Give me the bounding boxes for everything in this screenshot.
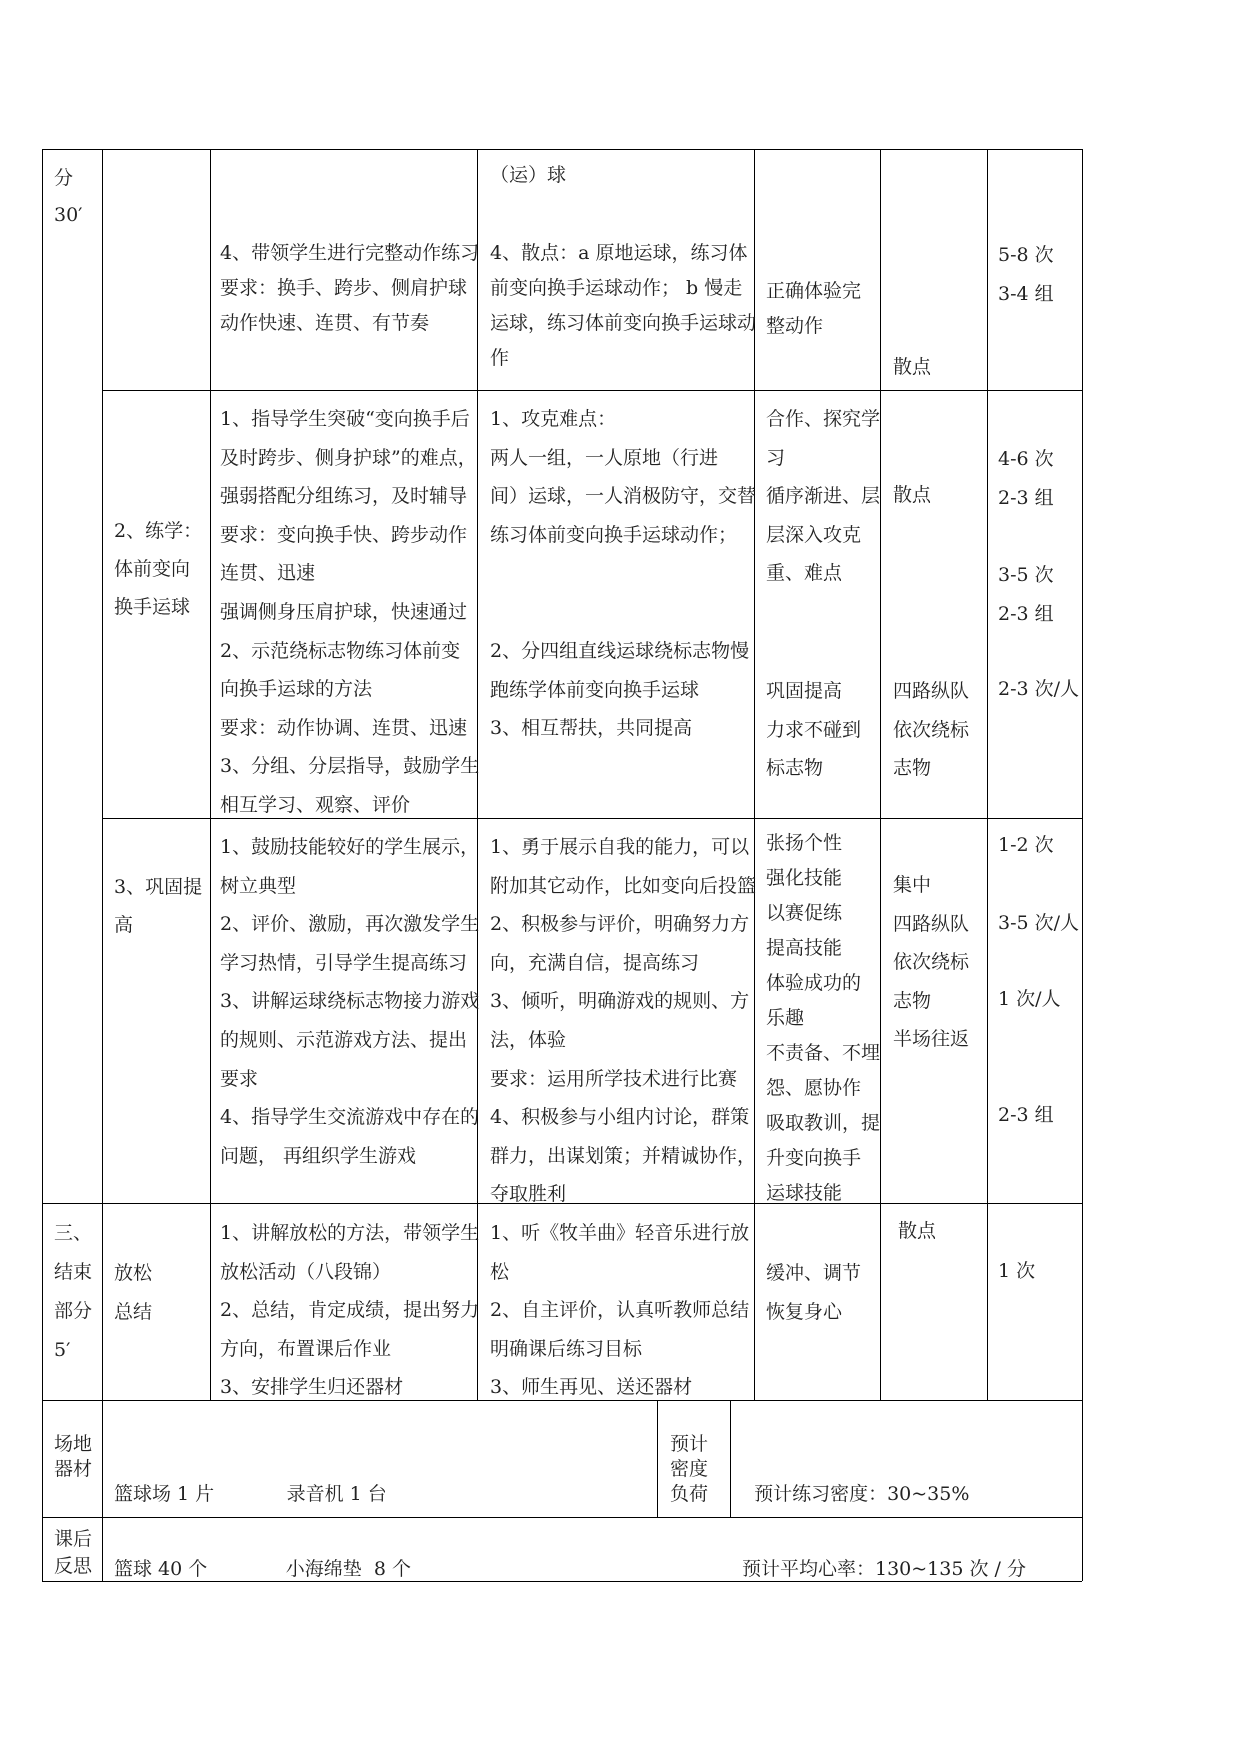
column-divider <box>102 149 103 1581</box>
formation-consolidate: 集中 四路纵队 依次绕标 志物 半场往返 <box>893 874 970 1051</box>
column-divider <box>730 1400 731 1517</box>
formation-practice-b: 四路纵队 依次绕标 志物 <box>893 680 970 780</box>
student-activity-closing: 1、听《牧羊曲》轻音乐进行放 松 2、自主评价，认真听教师总结 明确课后练习目标 3、师生再见、送还器材 <box>490 1222 750 1399</box>
table-border-right <box>1082 149 1083 1581</box>
load-practice-b: 3-5 次 2-3 组 <box>998 564 1054 625</box>
intent-practice-b: 巩固提高 力求不碰到 标志物 <box>766 680 862 780</box>
stage-cell: 分 30′ <box>54 167 83 226</box>
teacher-activity-drill4: 4、带领学生进行完整动作练习 要求：换手、跨步、侧肩护球 动作快速、连贯、有节奏 <box>220 242 480 334</box>
sub-stage-closing: 放松 总结 <box>114 1262 153 1323</box>
load-practice-a: 4-6 次 2-3 组 <box>998 448 1054 509</box>
intent-consolidate: 张扬个性 强化技能 以赛促练 提高技能 体验成功的 乐趣 不责备、不埋 怨、愿协作 吸取教训，提 升变向换手 运球技能 <box>766 832 881 1204</box>
load-consolidate-d: 2-3 组 <box>998 1104 1054 1126</box>
load-consolidate-a: 1-2 次 <box>998 834 1054 856</box>
student-activity-drill4: 4、散点：a 原地运球，练习体 前变向换手运球动作； b 慢走 运球，练习体前变向换手运球动 作 <box>490 242 757 369</box>
intent-practice-a: 合作、探究学 习 循序渐进、层 层深入攻克 重、难点 <box>766 408 881 585</box>
sub-stage-practice: 2、练学： 体前变向 换手运球 <box>114 520 203 618</box>
table-border-top <box>42 149 1082 150</box>
formation-closing: 散点 <box>898 1220 937 1242</box>
column-divider <box>657 1400 658 1517</box>
formation-practice-a: 散点 <box>893 484 932 506</box>
teacher-activity-consolidate: 1、鼓励技能较好的学生展示， 树立典型 2、评价、激励，再次激发学生 学习热情，引导学生提高练习 3、讲解运球绕标志物接力游戏 的规则、示范游戏方法、提出 要求 4、指导学生交流游戏中存在的 问题， 再组织学生游戏 <box>220 836 480 1167</box>
column-divider <box>880 149 881 1400</box>
load-practice-c: 2-3 次/人 <box>998 678 1080 700</box>
load-consolidate-b: 3-5 次/人 <box>998 912 1080 934</box>
load-drill4: 5-8 次 3-4 组 <box>998 244 1054 305</box>
student-activity-drill4-continued: （运）球 <box>490 164 567 186</box>
venue-items: 篮球场 1 片 录音机 1 台 篮球 40 个 小海绵垫 8 个 <box>114 1483 411 1580</box>
stage-closing: 三、 结束 部分 5′ <box>54 1222 93 1361</box>
intent-drill4: 正确体验完 整动作 <box>766 280 862 337</box>
load-closing: 1 次 <box>998 1260 1036 1282</box>
teacher-activity-closing: 1、讲解放松的方法，带领学生 放松活动（八段锦） 2、总结，肯定成绩，提出努力 方向，布置课后作业 3、安排学生归还器材 <box>220 1222 480 1399</box>
teacher-activity-practice: 1、指导学生突破“变向换手后 及时跨步、侧身护球”的难点， 强弱搭配分组练习，及时辅导 要求：变向换手快、跨步动作 连贯、迅速 强调侧身压肩护球，快速通过 2、示范绕标志物练习体前变 向换手运球的方法 要求：动作协调、连贯、迅速 3、分组、分层指导，鼓励学生 相互学习、观察、评价 <box>220 408 480 816</box>
formation-drill4: 散点 <box>893 356 932 378</box>
column-divider <box>987 149 988 1400</box>
intent-closing: 缓冲、调节 恢复身心 <box>766 1262 862 1323</box>
sub-stage-consolidate: 3、巩固提 高 <box>114 876 203 936</box>
load-values: 预计练习密度：30~35% 预计平均心率：130~135 次 / 分 <box>742 1483 1026 1580</box>
reflection-label: 课后 反思 <box>54 1528 93 1577</box>
row-divider <box>103 390 1082 391</box>
student-activity-practice-b: 2、分四组直线运球绕标志物慢 跑练学体前变向换手运球 3、相互帮扶，共同提高 <box>490 640 750 740</box>
column-divider <box>210 149 211 1400</box>
table-border-left <box>42 149 43 1581</box>
student-activity-practice-a: 1、攻克难点： 两人一组，一人原地（行进 间）运球，一人消极防守，交替 练习体前变向换手运球动作； <box>490 408 757 546</box>
load-label: 预计 密度 负荷 <box>670 1433 709 1505</box>
venue-label: 场地 器材 <box>54 1433 93 1480</box>
load-consolidate-c: 1 次/人 <box>998 988 1061 1010</box>
student-activity-consolidate: 1、勇于展示自我的能力，可以 附加其它动作，比如变向后投篮 2、积极参与评价，明确努力方 向，充满自信，提高练习 3、倾听，明确游戏的规则、方 法，体验 要求：运用所学技术进行比赛 4、积极参与小组内讨论，群策 群力，出谋划策；并精诚协作， 夺取胜利 <box>490 836 757 1206</box>
